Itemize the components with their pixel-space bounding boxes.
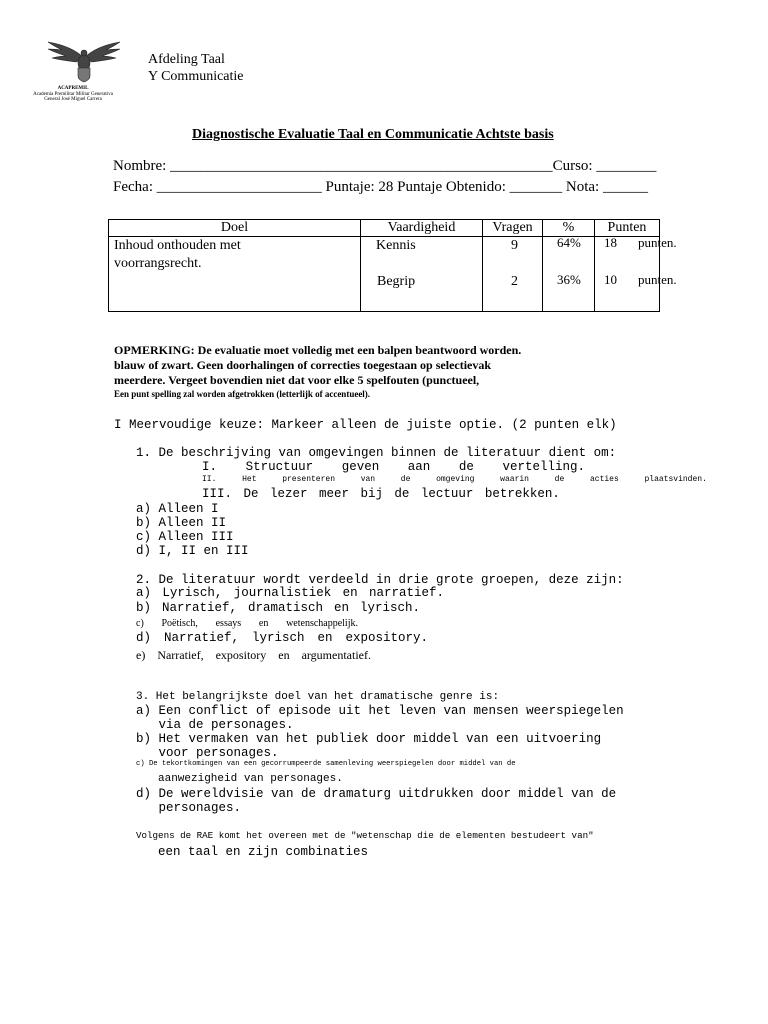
q2-a-w2: journalistiek: [233, 586, 332, 600]
q3-option-c-line2: aanwezigheid van personages.: [158, 773, 343, 785]
q2-c-w4: wetenschappelijk.: [286, 618, 358, 629]
questions-cell: [483, 237, 543, 312]
header-percent: %: [543, 220, 595, 237]
logo-caption-3: General José Miguel Carrera: [44, 97, 102, 102]
q2-d-w1: Narratief,: [163, 631, 239, 645]
q1-iii-w2: lezer: [269, 487, 308, 501]
q1-ii-w1: Het: [242, 475, 257, 484]
q3-option-d-line2: personages.: [136, 801, 242, 815]
q1-ii-w8: acties: [589, 475, 619, 484]
q1-statement-i: [202, 460, 585, 474]
q1-iii-w1: De: [243, 487, 259, 501]
q2-option-c[interactable]: [136, 618, 358, 629]
q1-ii-w5: omgeving: [436, 475, 475, 484]
note-text-1: De evaluatie moet volledig met een balpen beantwoord worden.: [194, 343, 522, 357]
header-vragen: Vragen: [483, 220, 543, 237]
q1-option-c[interactable]: c) Alleen III: [136, 530, 234, 544]
doel-cell: [109, 237, 361, 312]
q1-i-w3: aan: [407, 460, 431, 474]
q3-option-b-line2: voor personages.: [136, 746, 279, 760]
q1-iii-w0: III.: [202, 487, 233, 501]
doel-line-1: Inhoud onthouden met: [114, 238, 241, 253]
q2-d-w2: lyrisch: [251, 631, 305, 645]
note-line-2: blauw of zwart. Geen doorhalingen of correcties toegestaan op selectievak: [114, 358, 492, 372]
q1-iii-w6: lectuur: [420, 487, 474, 501]
q1-statement-ii: [202, 475, 707, 484]
q2-d-w0: d): [136, 631, 152, 645]
q2-a-w4: narratief.: [368, 586, 444, 600]
q2-a-w0: a): [136, 586, 152, 600]
questions-begrip: 2: [511, 274, 518, 289]
q3-option-b-line1[interactable]: b) Het vermaken van het publiek door middel van een uitvoering: [136, 732, 602, 746]
q2-b-w2: dramatisch: [247, 601, 323, 615]
q2-option-a[interactable]: [136, 586, 444, 600]
q2-a-w3: en: [342, 586, 358, 600]
header-punten: Punten: [595, 220, 660, 237]
q3-option-c-line1[interactable]: c) De tekortkomingen van een gecorrumpeerde samenleving weerspiegelen door middel van de: [136, 760, 516, 768]
q2-b-w1: Narratief,: [161, 601, 237, 615]
rae-line-1: Volgens de RAE komt het overeen met de "wetenschap die de elementen bestudeert van": [136, 830, 594, 841]
section-heading: I Meervoudige keuze: Markeer alleen de juiste optie. (2 punten elk): [114, 418, 617, 432]
rae-line-2: een taal en zijn combinaties: [158, 845, 369, 859]
doel-line-2: voorrangsrecht.: [114, 256, 202, 271]
q1-option-d[interactable]: d) I, II en III: [136, 544, 249, 558]
q1-iii-w3: meer: [318, 487, 349, 501]
q3-stem: 3. Het belangrijkste doel van het dramatische genre is:: [136, 691, 500, 703]
q1-i-w0: I.: [202, 460, 218, 474]
q1-ii-w3: van: [360, 475, 376, 484]
skill-cell: [361, 237, 483, 312]
points-unit-begrip: punten.: [638, 272, 677, 287]
logo-caption-2: Academia Premilitar Militar Generativa: [33, 92, 113, 97]
points-begrip: 10: [604, 272, 617, 287]
evaluation-table: [108, 219, 677, 312]
q1-ii-w6: waarin: [500, 475, 529, 484]
q1-stem: 1. De beschrijving van omgevingen binnen de literatuur dient om:: [136, 446, 617, 460]
q1-ii-w7: de: [554, 475, 565, 484]
q1-i-w5: vertelling.: [502, 460, 585, 474]
q2-e-w2: expository: [215, 648, 267, 662]
q2-d-w3: en: [317, 631, 333, 645]
q1-statement-iii: [202, 487, 560, 501]
q2-c-w0: c): [136, 618, 144, 629]
q1-ii-w0: II.: [202, 475, 217, 484]
date-score-field: Fecha: ______________________ Puntaje: 28 Puntaje Obtenido: _______ Nota: ______: [113, 179, 648, 195]
q2-b-w3: en: [333, 601, 349, 615]
q2-e-w0: e): [136, 648, 146, 662]
points-kennis: 18: [604, 235, 617, 250]
q1-iii-w4: bij: [360, 487, 383, 501]
q1-ii-w9: plaatsvinden.: [644, 475, 707, 484]
q1-option-b[interactable]: b) Alleen II: [136, 516, 227, 530]
questions-kennis: 9: [511, 238, 518, 253]
q1-ii-w2: presenteren: [282, 475, 335, 484]
q2-c-w1: Poëtisch,: [161, 618, 198, 629]
q2-a-w1: Lyrisch,: [162, 586, 223, 600]
q2-c-w2: essays: [215, 618, 242, 629]
percent-kennis: 64%: [557, 235, 581, 250]
note-line-1: [114, 343, 521, 358]
q2-c-w3: en: [258, 618, 269, 629]
q2-e-w4: argumentatief.: [301, 648, 371, 662]
q1-i-w2: geven: [341, 460, 380, 474]
q1-iii-w5: de: [394, 487, 410, 501]
q1-ii-w4: de: [400, 475, 411, 484]
header-doel: Doel: [109, 220, 361, 237]
q1-option-a[interactable]: a) Alleen I: [136, 502, 219, 516]
q1-i-w1: Structuur: [245, 460, 314, 474]
q3-option-a-line2: via de personages.: [136, 718, 294, 732]
name-course-field: Nombre: ___________________________________________________Curso: ________: [113, 158, 657, 174]
department-line-2: Y Communicatie: [148, 69, 244, 84]
q3-option-a-line1[interactable]: a) Een conflict of episode uit het leven van mensen weerspiegelen: [136, 704, 624, 718]
q2-e-w3: en: [278, 648, 290, 662]
q1-i-w4: de: [458, 460, 474, 474]
note-line-4: Een punt spelling zal worden afgetrokken (letterlijk of accentueel).: [114, 389, 371, 399]
header-vaardigheid: Vaardigheid: [361, 220, 483, 237]
logo-caption-1: ACAPREMIL: [57, 86, 89, 91]
note-label: OPMERKING:: [114, 343, 195, 357]
q2-b-w4: lyrisch.: [359, 601, 420, 615]
skill-begrip: Begrip: [377, 274, 416, 289]
points-unit-kennis: punten.: [638, 235, 677, 250]
q2-stem: 2. De literatuur wordt verdeeld in drie grote groepen, deze zijn:: [136, 573, 624, 587]
q3-option-d-line1[interactable]: d) De wereldvisie van de dramaturg uitdrukken door middel van de: [136, 787, 617, 801]
q2-e-w1: Narratief,: [157, 648, 204, 662]
page-title: Diagnostische Evaluatie Taal en Communicatie Achtste basis: [192, 127, 554, 142]
q2-b-w0: b): [136, 601, 152, 615]
points-cell: [595, 235, 677, 312]
percent-begrip: 36%: [557, 272, 581, 287]
skill-kennis: Kennis: [376, 238, 416, 253]
note-line-3: meerdere. Vergeet bovendien niet dat voor elke 5 spelfouten (punctueel,: [114, 373, 480, 387]
q1-iii-w7: betrekken.: [484, 487, 560, 501]
q2-d-w4: expository.: [345, 631, 428, 645]
percent-cell: [543, 237, 595, 312]
q2-option-d[interactable]: [136, 631, 428, 645]
q2-option-b[interactable]: [136, 601, 420, 615]
q2-option-e[interactable]: [136, 648, 371, 663]
department-line-1: Afdeling Taal: [148, 52, 225, 67]
